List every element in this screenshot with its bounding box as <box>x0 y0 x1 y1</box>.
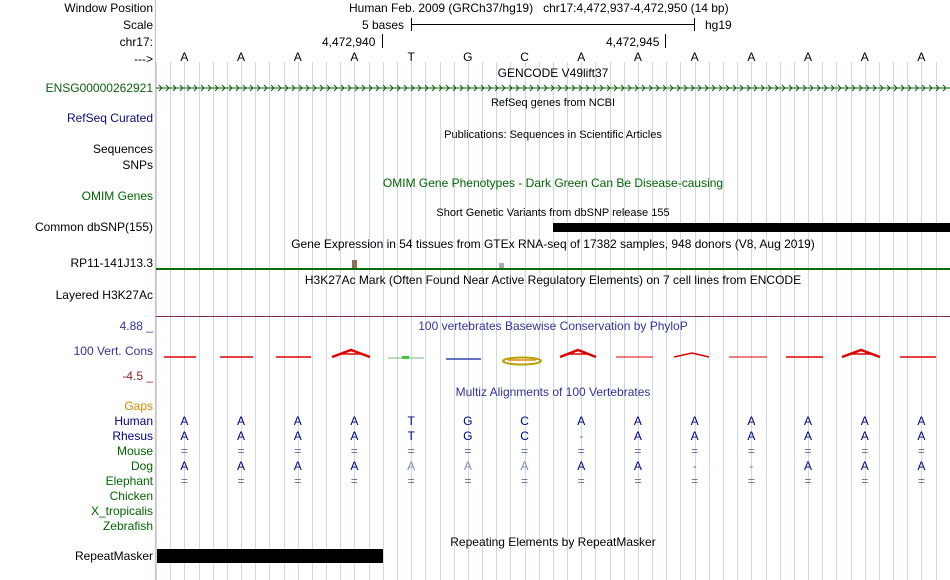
reference-base: C <box>520 50 529 64</box>
alignment-base: A <box>293 414 302 428</box>
assembly-name: Human Feb. 2009 (GRCh37/hg19) <box>349 1 534 15</box>
alignment-base: A <box>407 459 416 473</box>
species-label[interactable]: Chicken <box>109 489 153 503</box>
species-label[interactable]: Elephant <box>105 474 153 488</box>
alignment-base: A <box>293 459 302 473</box>
alignment-base: = <box>917 474 925 488</box>
alignment-base: A <box>577 414 586 428</box>
reference-base: A <box>633 50 642 64</box>
dbsnp-variant-feature[interactable] <box>553 223 950 232</box>
species-label[interactable]: Mouse <box>116 444 153 458</box>
species-label[interactable]: Rhesus <box>112 429 153 443</box>
scale-label: Scale <box>122 18 153 32</box>
alignment-base: = <box>691 444 699 458</box>
gtex-track-title[interactable]: Gene Expression in 54 tissues from GTEx RNA-seq of 17382 samples, 948 donors (V8, Aug 2019) <box>291 237 815 251</box>
alignment-base: A <box>633 459 642 473</box>
alignment-base: = <box>634 444 642 458</box>
phylop-max-label: 4.88 _ <box>119 319 153 333</box>
alignment-base: A <box>860 459 869 473</box>
alignment-base: A <box>293 429 302 443</box>
alignment-base: C <box>520 414 529 428</box>
alignment-base: = <box>180 474 188 488</box>
strand-arrow-label[interactable]: ---> <box>134 52 153 66</box>
reference-base: A <box>860 50 869 64</box>
reference-base: A <box>293 50 302 64</box>
scale-bases-text: 5 bases <box>362 18 405 32</box>
alignment-base: C <box>520 429 529 443</box>
alignment-base: A <box>690 414 699 428</box>
reference-base: A <box>747 50 756 64</box>
species-label[interactable]: X_tropicalis <box>90 504 153 518</box>
publications-track-title[interactable]: Publications: Sequences in Scientific Articles <box>444 129 662 141</box>
alignment-base: A <box>350 459 359 473</box>
alignment-base: T <box>407 429 415 443</box>
gtex-gene-label[interactable]: RP11-141J13.3 <box>70 256 153 270</box>
alignment-base: A <box>747 414 756 428</box>
alignment-base: = <box>577 444 585 458</box>
repeatmasker-track-label[interactable]: RepeatMasker <box>74 549 153 563</box>
dbsnp-track-title[interactable]: Short Genetic Variants from dbSNP release 155 <box>436 207 670 219</box>
alignment-base: A <box>690 429 699 443</box>
gencode-gene-label[interactable]: ENSG00000262921 <box>45 81 153 95</box>
alignment-base: = <box>861 444 869 458</box>
publications-label-sequences[interactable]: Sequences <box>92 142 153 156</box>
alignment-base: = <box>747 444 755 458</box>
refseq-track-title[interactable]: RefSeq genes from NCBI <box>490 97 616 109</box>
alignment-base: - <box>749 459 754 473</box>
alignment-base: G <box>463 414 473 428</box>
alignment-base: = <box>407 474 415 488</box>
gencode-gene-feature[interactable] <box>156 80 950 96</box>
alignment-base: = <box>350 444 358 458</box>
repeatmasker-track-title[interactable]: Repeating Elements by RepeatMasker <box>450 535 656 549</box>
alignment-base: = <box>917 444 925 458</box>
alignment-base: A <box>917 414 926 428</box>
alignment-base: = <box>237 474 245 488</box>
alignment-base: = <box>804 474 812 488</box>
alignment-base: A <box>180 459 189 473</box>
reference-base: G <box>463 50 473 64</box>
reference-base: A <box>804 50 813 64</box>
alignment-base: A <box>520 459 529 473</box>
multiz-track-title[interactable]: Multiz Alignments of 100 Vertebrates <box>455 385 651 399</box>
alignment-base: A <box>237 429 246 443</box>
scale-bar <box>411 24 695 25</box>
reference-base: A <box>180 50 189 64</box>
assembly-text <box>349 1 729 15</box>
h3k27ac-track-label[interactable]: Layered H3K27Ac <box>55 288 153 302</box>
alignment-base: A <box>633 429 642 443</box>
alignment-base: A <box>860 414 869 428</box>
alignment-base: = <box>294 474 302 488</box>
reference-base: A <box>577 50 586 64</box>
alignment-base: A <box>180 414 189 428</box>
alignment-base: A <box>577 459 586 473</box>
phylop-track-label[interactable]: 100 Vert. Cons <box>73 344 153 358</box>
window-coordinates: chr17:4,472,937-4,472,950 (14 bp) <box>543 1 729 15</box>
species-label[interactable]: Dog <box>130 459 153 473</box>
reference-base: A <box>690 50 699 64</box>
alignment-base: A <box>463 459 472 473</box>
alignment-base: - <box>579 429 584 443</box>
alignment-base: A <box>237 414 246 428</box>
alignment-base: A <box>350 414 359 428</box>
alignment-base: = <box>634 474 642 488</box>
publications-label-snps[interactable]: SNPs <box>122 158 153 172</box>
scale-bar-left-tick <box>411 18 412 31</box>
tick-label-2: 4,472,945 <box>606 35 660 49</box>
alignment-base: = <box>577 474 585 488</box>
alignment-base: G <box>463 429 473 443</box>
scale-db-text: hg19 <box>705 18 732 32</box>
h3k27ac-track-title[interactable]: H3K27Ac Mark (Often Found Near Active Regulatory Elements) on 7 cell lines from ENCODE <box>304 273 802 287</box>
alignment-base: - <box>692 459 697 473</box>
alignment-base: A <box>804 414 813 428</box>
alignment-base: = <box>521 444 529 458</box>
multiz-gaps-label[interactable]: Gaps <box>124 399 153 413</box>
alignment-base: A <box>180 429 189 443</box>
tick-mark-2 <box>665 34 666 48</box>
phylop-signal[interactable] <box>156 340 950 380</box>
alignment-base: = <box>350 474 358 488</box>
reference-base: T <box>407 50 415 64</box>
chrom-label: chr17: <box>119 35 153 49</box>
alignment-base: A <box>917 429 926 443</box>
alignment-base: A <box>917 459 926 473</box>
reference-base: A <box>237 50 246 64</box>
alignment-base: = <box>804 444 812 458</box>
tick-mark-1 <box>382 34 383 48</box>
scale-bar-right-tick <box>694 18 695 31</box>
phylop-track-title[interactable]: 100 vertebrates Basewise Conservation by PhyloP <box>418 319 688 333</box>
species-label[interactable]: Human <box>114 414 153 428</box>
species-label[interactable]: Zebrafish <box>102 519 153 533</box>
alignment-base: A <box>860 429 869 443</box>
alignment-base: = <box>464 474 472 488</box>
alignment-base: A <box>350 429 359 443</box>
phylop-min-label: -4.5 _ <box>122 369 153 383</box>
alignment-base: A <box>804 459 813 473</box>
alignment-base: = <box>464 444 472 458</box>
alignment-base: = <box>747 474 755 488</box>
omim-track-label[interactable]: OMIM Genes <box>81 189 153 203</box>
alignment-base: A <box>747 429 756 443</box>
reference-base: A <box>350 50 359 64</box>
alignment-base: A <box>237 459 246 473</box>
alignment-base: = <box>294 444 302 458</box>
alignment-base: = <box>180 444 188 458</box>
tick-label-1: 4,472,940 <box>322 35 376 49</box>
gencode-track-title[interactable]: GENCODE V49lift37 <box>497 66 609 80</box>
gtex-gene-line[interactable] <box>156 268 950 270</box>
window-position-label: Window Position <box>64 1 153 15</box>
alignment-base: = <box>407 444 415 458</box>
repeatmasker-element[interactable] <box>157 549 383 563</box>
alignment-base: = <box>521 474 529 488</box>
alignment-base: = <box>237 444 245 458</box>
dbsnp-track-label[interactable]: Common dbSNP(155) <box>34 220 153 234</box>
alignment-base: A <box>804 429 813 443</box>
alignment-base: A <box>633 414 642 428</box>
alignment-base: = <box>861 474 869 488</box>
alignment-base: = <box>691 474 699 488</box>
alignment-base: T <box>407 414 415 428</box>
h3k27ac-signal-line <box>156 316 950 317</box>
omim-track-title[interactable]: OMIM Gene Phenotypes - Dark Green Can Be Disease-causing <box>382 176 724 190</box>
refseq-track-label[interactable]: RefSeq Curated <box>66 111 153 125</box>
gtex-expression-bar <box>352 260 357 268</box>
reference-base: A <box>917 50 926 64</box>
